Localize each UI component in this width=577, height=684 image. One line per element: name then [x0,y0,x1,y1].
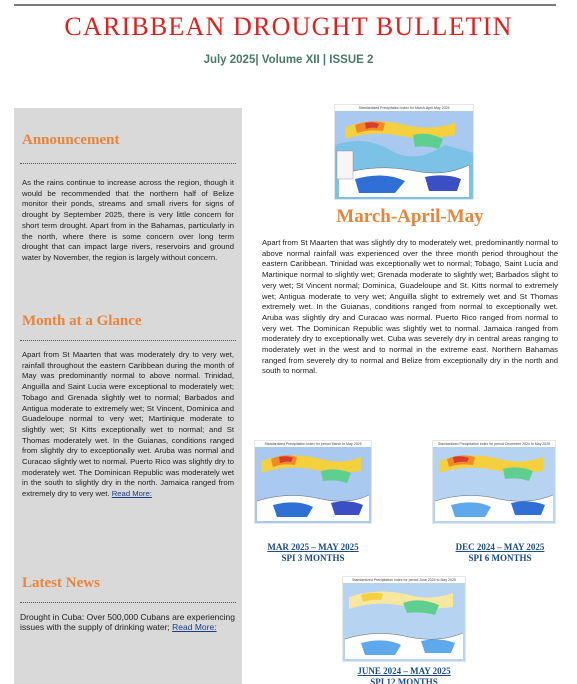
map3-graphic [343,577,465,661]
map2-caption [438,542,562,563]
month-glance-divider [20,340,236,341]
announcement-text: As the rains continue to increase across the region, though it would be recommended that the northern half of Belize monitor their ponds, streams and small rivers for signs of drought by September 2025, there is very little concern for short term drought. Apart from in the Bahamas, particularly in the north, where there is some concern over long term drought that can impact large rivers, reservoirs and ground water by November, the region is largely without concern. [22,178,234,262]
map1-graphic [255,441,371,523]
map1-caption [254,542,372,563]
spi-3-month-map-top [334,104,474,200]
announcement-divider [20,163,236,164]
map2-caption-link[interactable]: DEC 2024 – MAY 2025 [455,542,545,552]
map3-caption-link[interactable]: JUNE 2024 – MAY 2025 [357,666,451,676]
month-glance-body: Apart from St Maarten that was moderately dry to very wet, rainfall throughout the eastern Caribbean during the month of May was predominantly normal to above normal. Trinidad, Anguilla and Saint Lucia were exceptional to moderately wet; Tobago and Grenada slightly wet to normal; Barbados and Antigua moderate to extremely wet; St Vincent, Dominica and Guadeloupe normal to very wet; Martinique moderate to slightly wet; St Kitts exceptionally wet to normal; and St Thomas moderately wet. In the Guianas, conditions ranged from slightly dry to exceptionally wet. Aruba was normal and Curacao slightly wet to normal. Puerto Rico was slightly dry to moderately wet. The Dominican Republic was moderately wet in the south to slightly dry in the north. Jamaica ranged from extremely dry to very wet. [22,350,234,499]
month-glance-read-more-link[interactable]: Read More: [111,489,152,499]
latest-news-read-more-link[interactable]: Read More: [172,621,217,632]
announcement-title: Announcement [22,132,120,148]
map1-title: Standardized Precipitation Index for period March to May 2025 [264,442,362,446]
main-text: Apart from St Maarten that was slightly dry to moderately wet, predominantly normal to above normal rainfall was experienced over the three month period throughout the eastern Caribbean. Trinidad was exceptionally wet to normal; Tobago, Saint Lucia and Martinique normal to slightly wet; Grenada moderate to slightly wet; Barbados slight to very wet; St Vincent normal; Dominica, Guadeloupe and St. Kitts normal to extremely wet; Antigua moderate to very wet; Anguilla slight to extremely wet and St Thomas extremely wet. In the Guianas, conditions ranged from normal to exceptionally wet. Aruba was slightly dry and Curacao was normal. Puerto Rico ranged from normal to very wet. The Dominican Republic was slightly wet to normal. Jamaica ranged from moderately dry to exceptionally wet. Cuba was severely dry in central areas ranging to moderately wet in the west and to normal in the extreme east. Northern Bahamas ranged from severely dry to normal and Belize from exceptionally dry in the north and south to normal. [262,238,558,376]
spi-12-month-map [342,576,466,662]
month-glance-title: Month at a Glance [22,313,142,329]
month-glance-text [22,350,234,500]
top-rule [14,4,556,6]
latest-news-title: Latest News [22,575,100,591]
map3-caption-spi: SPI 12 MONTHS [370,676,438,684]
latest-news-divider [20,602,236,603]
latest-news-body: Drought in Cuba: Over 500,000 Cubans are experiencing issues with the supply of drinking water; [20,612,235,632]
map2-title: Standardized Precipitation Index for period December 2024 to May 2025 [437,442,551,446]
spi-3-month-map [254,440,372,524]
map1-caption-spi: SPI 3 MONTHS [281,552,345,563]
latest-news-text [20,613,236,632]
caribbean-map-graphic [335,105,473,199]
map1-caption-link[interactable]: MAR 2025 – MAY 2025 [267,542,359,552]
main-heading: March-April-May [336,206,484,227]
bulletin-title: CARIBBEAN DROUGHT BULLETIN [64,12,513,41]
issue-line: July 2025| Volume XII | ISSUE 2 [203,54,374,66]
map2-caption-spi: SPI 6 MONTHS [468,552,532,563]
map3-caption [330,666,478,684]
sidebar [14,108,242,684]
spi-6-month-map [432,440,556,524]
map2-graphic [433,441,555,523]
top-map-title: Standardized Precipitation Index for March-April-May 2025 [358,106,450,110]
map3-title: Standardized Precipitation Index for period June 2024 to May 2025 [352,578,456,582]
